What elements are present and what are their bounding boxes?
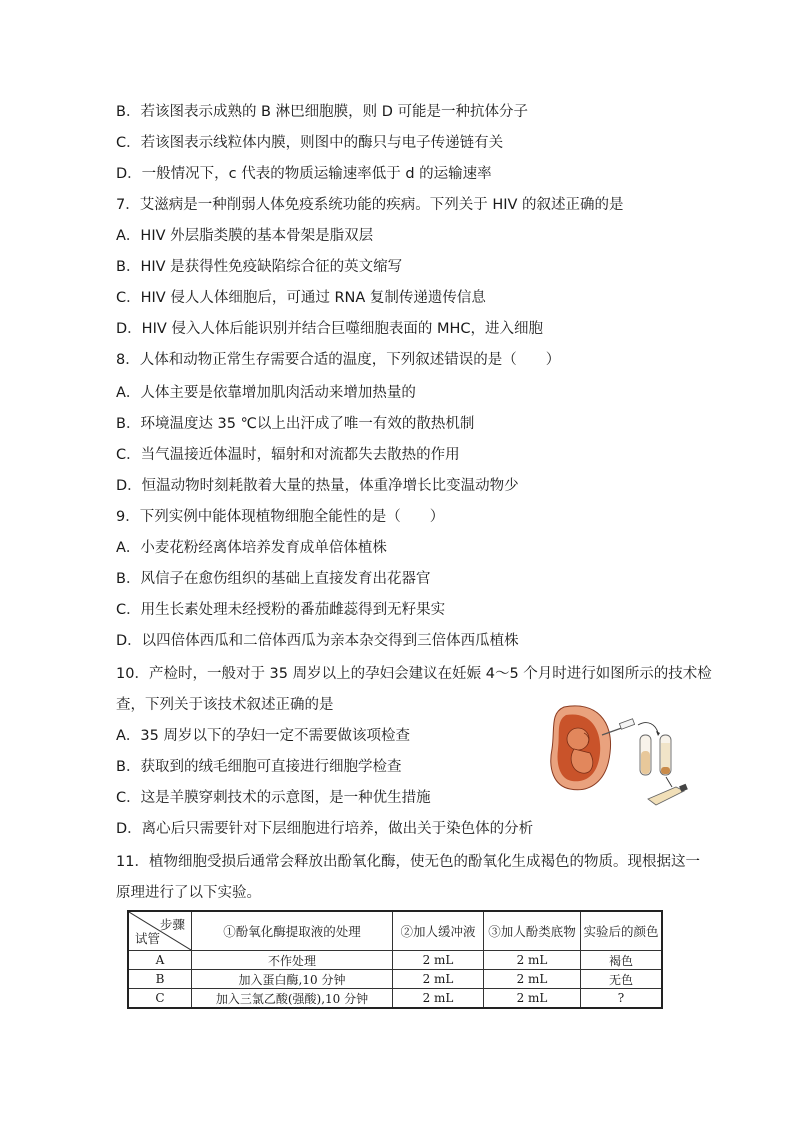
q7-option-a: A．HIV 外层脂类膜的基本骨架是脂双层	[116, 228, 374, 244]
table-header: ①酚氧化酶提取液的处理	[192, 911, 393, 951]
q10-option-d: D．离心后只需要针对下层细胞进行培养，做出关于染色体的分析	[116, 821, 534, 837]
q8-option-a: A．人体主要是依靠增加肌肉活动来增加热量的	[116, 385, 416, 401]
q10-option-b: B．获取到的绒毛细胞可直接进行细胞学检查	[116, 759, 402, 775]
q10-stem-line2: 查，下列关于该技术叙述正确的是	[116, 697, 334, 713]
q9-option-d: D．以四倍体西瓜和二倍体西瓜为亲本杂交得到三倍体西瓜植株	[116, 633, 519, 649]
q8-option-d: D．恒温动物时刻耗散着大量的热量，体重净增长比变温动物少	[116, 478, 519, 494]
q7-stem: 7．艾滋病是一种削弱人体免疫系统功能的疾病。下列关于 HIV 的叙述正确的是	[116, 197, 624, 213]
table-cell: 褐色	[581, 951, 663, 970]
table-header: 实验后的颜色	[581, 911, 663, 951]
q10-option-a: A．35 周岁以下的孕妇一定不需要做该项检查	[116, 728, 410, 744]
q8-stem: 8．人体和动物正常生存需要合适的温度，下列叙述错误的是（ ）	[116, 352, 561, 368]
q9-option-b: B．风信子在愈伤组织的基础上直接发育出花器官	[116, 571, 431, 587]
table-cell: 不作处理	[192, 951, 393, 970]
table-cell: 2 mL	[393, 951, 484, 970]
amniocentesis-illustration	[544, 703, 690, 807]
table-cell: 2 mL	[484, 970, 581, 989]
table-cell: 2 mL	[393, 970, 484, 989]
q6-option-d: D．一般情况下，c 代表的物质运输速率低于 d 的运输速率	[116, 166, 492, 182]
q10-stem-line1: 10．产检时，一般对于 35 周岁以上的孕妇会建议在妊娠 4～5 个月时进行如图所示的技术检	[116, 666, 712, 682]
table-cell: B	[128, 970, 192, 989]
corner-label-tube: 试管	[135, 931, 161, 946]
q6-option-b: B．若该图表示成熟的 B 淋巴细胞膜，则 D 可能是一种抗体分子	[116, 104, 528, 120]
q9-stem: 9．下列实例中能体现植物细胞全能性的是（ ）	[116, 509, 445, 525]
table-cell: 无色	[581, 970, 663, 989]
corner-label-step: 步骤	[159, 917, 185, 932]
q11-stem-line2: 原理进行了以下实验。	[116, 885, 261, 901]
q7-option-c: C．HIV 侵人人体细胞后，可通过 RNA 复制传递遗传信息	[116, 290, 486, 306]
q9-option-c: C．用生长素处理未经授粉的番茄雌蕊得到无籽果实	[116, 602, 446, 618]
q8-option-c: C．当气温接近体温时，辐射和对流都失去散热的作用	[116, 447, 460, 463]
table-cell: 2 mL	[484, 951, 581, 970]
q7-option-d: D．HIV 侵入人体后能识别并结合巨噬细胞表面的 MHC，进入细胞	[116, 321, 544, 337]
table-cell: 2 mL	[484, 989, 581, 1009]
table-cell: 加入三氯乙酸(强酸),10 分钟	[192, 989, 393, 1009]
q6-option-c: C．若该图表示线粒体内膜，则图中的酶只与电子传递链有关	[116, 135, 504, 151]
table-corner-cell	[128, 911, 192, 951]
table-cell: C	[128, 989, 192, 1009]
table-header: ③加人酚类底物	[484, 911, 581, 951]
table-header: ②加人缓冲液	[393, 911, 484, 951]
table-cell: 加入蛋白酶,10 分钟	[192, 970, 393, 989]
table-row	[128, 951, 662, 970]
q9-option-a: A．小麦花粉经离体培养发育成单倍体植株	[116, 540, 387, 556]
table-cell: A	[128, 951, 192, 970]
q8-option-b: B．环境温度达 35 ℃以上出汗成了唯一有效的散热机制	[116, 416, 475, 432]
experiment-table	[127, 910, 663, 1009]
table-cell: 2 mL	[393, 989, 484, 1009]
table-row	[128, 989, 662, 1009]
q11-stem-line1: 11．植物细胞受损后通常会释放出酚氧化酶，使无色的酚氧化生成褐色的物质。现根据这一	[116, 854, 700, 870]
amniocentesis-figure	[544, 703, 690, 807]
table-cell: ?	[581, 989, 663, 1009]
table-header-row	[128, 911, 662, 951]
q10-option-c: C．这是羊膜穿刺技术的示意图，是一种优生措施	[116, 790, 431, 806]
table-row	[128, 970, 662, 989]
q7-option-b: B．HIV 是获得性免疫缺陷综合征的英文缩写	[116, 259, 403, 275]
